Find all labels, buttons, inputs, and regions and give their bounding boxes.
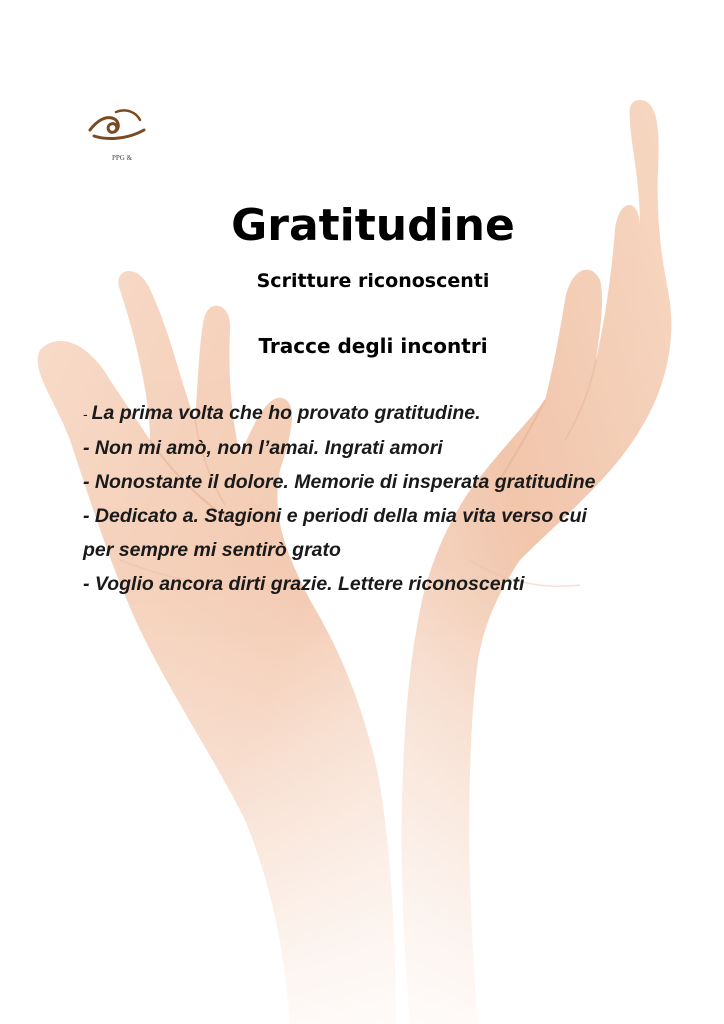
section-heading: Tracce degli incontri — [258, 334, 488, 358]
list-item: per sempre mi sentirò grato — [83, 539, 341, 561]
list-item: - Nonostante il dolore. Memorie di insperata gratitudine — [83, 471, 596, 493]
list-item: - Voglio ancora dirti grazie. Lettere riconoscenti — [83, 573, 525, 595]
list-item: - La prima volta che ho provato gratitudine. — [83, 402, 481, 424]
page-subtitle: Scritture riconoscenti — [256, 270, 490, 292]
logo-caption: PPG & — [112, 154, 133, 162]
list-item: - Dedicato a. Stagioni e periodi della mia vita verso cui — [83, 505, 587, 527]
tracks-list — [83, 396, 683, 601]
spiral-icon — [86, 100, 150, 144]
page-title: Gratitudine — [231, 200, 515, 251]
list-item: - Non mi amò, non l’amai. Ingrati amori — [83, 437, 443, 459]
